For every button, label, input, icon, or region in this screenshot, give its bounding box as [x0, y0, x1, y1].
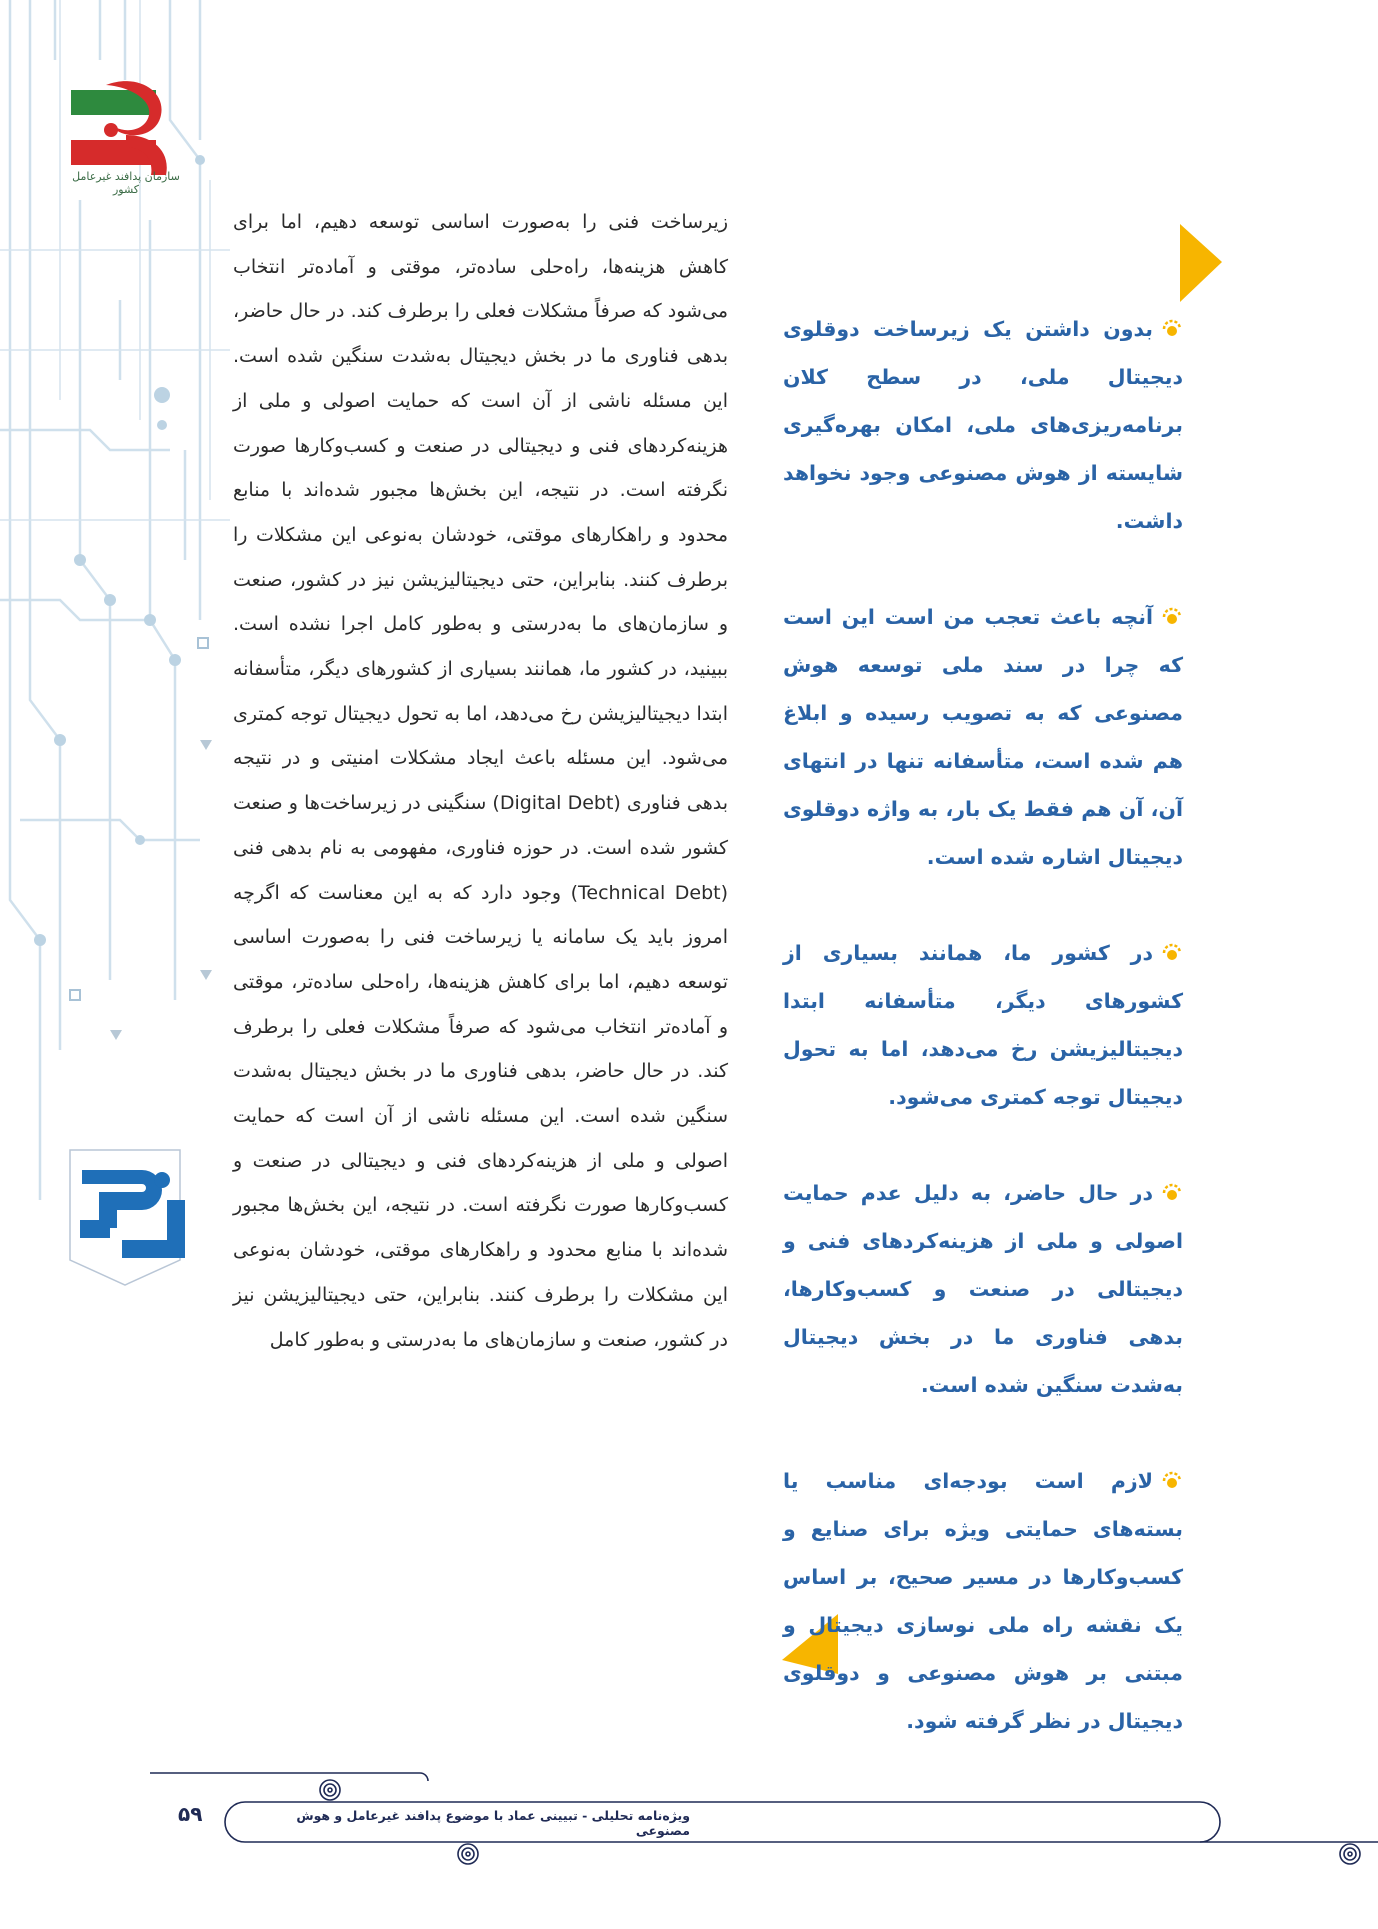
highlight-quote: در حال حاضر، به دلیل عدم حمایت اصولی و ملی از هزینه‌کردهای فنی و دیجیتالی در صنعت و کسب‌وکارها، بدهی فناوری ما در بخش دیجیتال به‌شدت سنگین شده است. — [783, 1181, 1183, 1397]
page-number: ۵۹ — [178, 1802, 203, 1826]
circuit-background-pattern — [0, 0, 230, 1929]
highlight-quotes — [783, 305, 1183, 1793]
sun-bullet-icon — [1161, 1181, 1183, 1203]
highlight-quote: لازم است بودجه‌ای مناسب یا بسته‌های حمایتی ویژه برای صنایع و کسب‌وکارها در مسیر صحیح، بر اساس یک نقشه راه ملی نوسازی دیجیتال و مبتنی بر هوش مصنوعی و دوقلوی دیجیتال در نظر گرفته شود. — [783, 1469, 1183, 1733]
highlight-quote: بدون داشتن یک زیرساخت دوقلوی دیجیتال ملی، در سطح کلان برنامه‌ریزی‌های ملی، امکان بهره‌گیری شایسته از هوش مصنوعی وجود نخواهد داشت. — [783, 317, 1183, 533]
organization-logo-caption: سازمان پدافند غیرعامل کشور — [72, 170, 180, 196]
footer-title: ویژه‌نامه تحلیلی - تبیینی عماد با موضوع پدافند غیرعامل و هوش مصنوعی — [296, 1808, 690, 1838]
highlight-quote: در کشور ما، همانند بسیاری از کشورهای دیگر، متأسفانه ابتدا دیجیتالیزیشن رخ می‌دهد، اما به تحول دیجیتال توجه کمتری می‌شود. — [783, 941, 1183, 1109]
accent-triangle-top — [1180, 224, 1222, 304]
sun-bullet-icon — [1161, 1469, 1183, 1491]
sun-bullet-icon — [1161, 317, 1183, 339]
article-body-text: زیرساخت فنی را به‌صورت اساسی توسعه دهیم، اما برای کاهش هزینه‌ها، راه‌حلی ساده‌تر، موقتی و آماده‌تر انتخاب می‌شود که صرفاً مشکلات فعلی را برطرف کند. در حال حاضر، بدهی فناوری ما در بخش دیجیتال به‌شدت سنگین شده است. این مسئله ناشی از آن است که حمایت اصولی و ملی از هزینه‌کردهای فنی و دیجیتالی در صنعت و کسب‌وکارها صورت نگرفته است. در نتیجه، این بخش‌ها مجبور شده‌اند با منابع محدود و راهکارهای موقتی، خودشان به‌نوعی این مشکلات را برطرف کنند. بنابراین، حتی دیجیتالیزیشن نیز در کشور، صنعت و سازمان‌های ما به‌درستی و به‌طور کامل اجرا نشده است. ببینید، در کشور ما، همانند بسیاری از کشورهای دیگر، متأسفانه ابتدا دیجیتالیزیشن رخ می‌دهد، اما به تحول دیجیتال توجه کمتری می‌شود. این مسئله باعث ایجاد مشکلات امنیتی و در نتیجه بدهی فناوری (Digital Debt) سنگینی در زیرساخت‌ها و صنعت کشور شده است. در حوزه فناوری، مفهومی به نام بدهی فنی (Technical Debt) وجود دارد که به این معناست که اگرچه امروز باید یک سامانه یا زیرساخت فنی را به‌صورت اساسی توسعه دهیم، اما برای کاهش هزینه‌ها، راه‌حلی ساده‌تر، موقتی و آماده‌تر انتخاب می‌شود که صرفاً مشکلات فعلی را برطرف کند. در حال حاضر، بدهی فناوری ما در بخش دیجیتال به‌شدت سنگین شده است. این مسئله ناشی از آن است که حمایت اصولی و ملی از هزینه‌کردهای فنی و دیجیتالی در صنعت و کسب‌وکارها صورت نگرفته است. در نتیجه، این بخش‌ها مجبور شده‌اند با منابع محدود و راهکارهای موقتی، خودشان به‌نوعی این مشکلات را برطرف کنند. بنابراین، حتی دیجیتالیزیشن نیز در کشور، صنعت و سازمان‌های ما به‌درستی و به‌طور کامل — [233, 211, 728, 1351]
emad-logo — [62, 1140, 192, 1290]
sun-bullet-icon — [1161, 605, 1183, 627]
highlight-quote: آنچه باعث تعجب من است این است که چرا در سند ملی توسعه هوش مصنوعی که به تصویب رسیده و ابلاغ هم شده است، متأسفانه تنها در انتهای آن، آن هم فقط یک بار، به واژه دوقلوی دیجیتال اشاره شده است. — [783, 605, 1183, 869]
sun-bullet-icon — [1161, 941, 1183, 963]
